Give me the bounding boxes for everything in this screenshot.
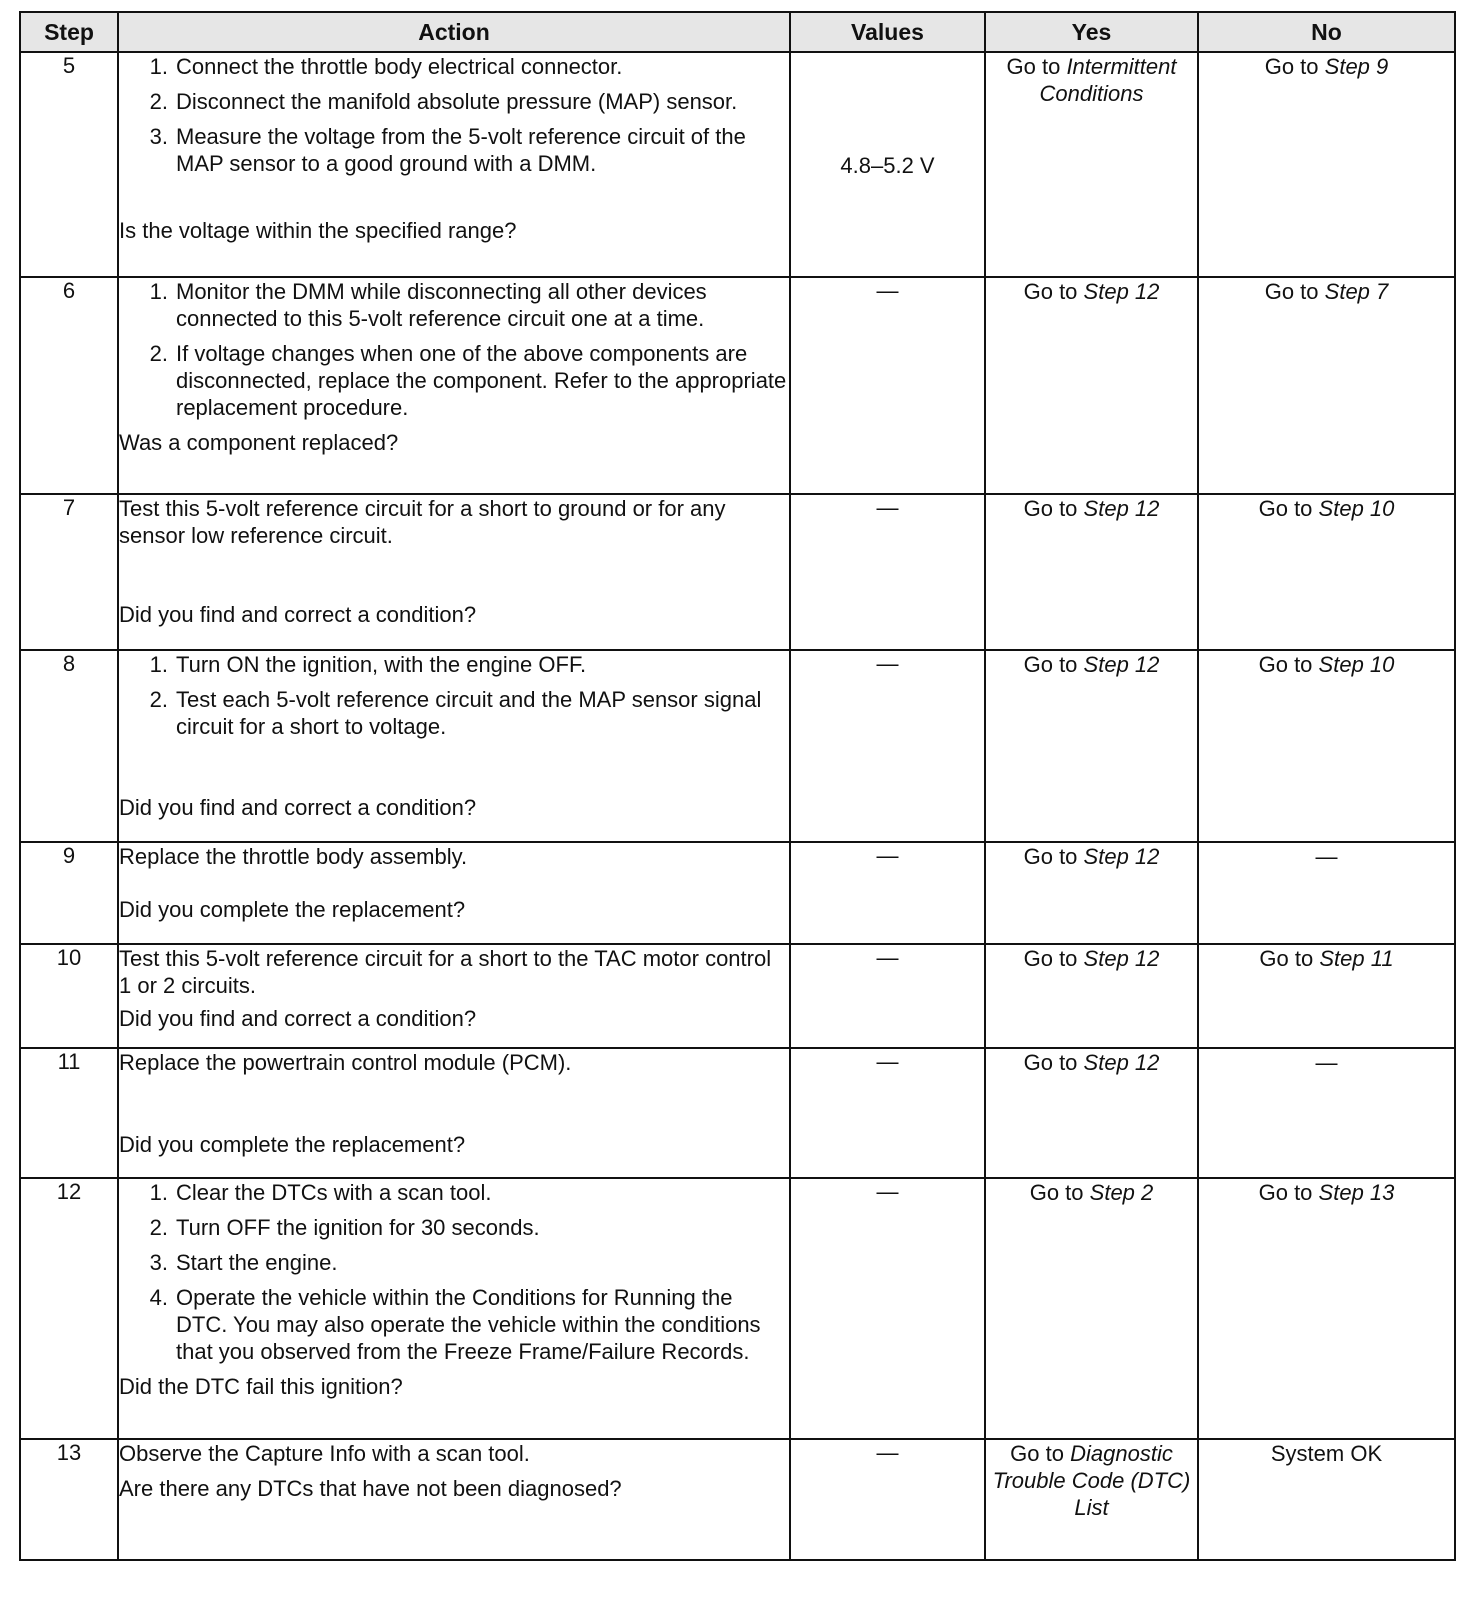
- yes-cell: Go to Step 12: [985, 277, 1198, 494]
- action-cell: [118, 277, 790, 494]
- header-no: No: [1198, 12, 1455, 52]
- list-item: 2. Test each 5-volt reference circuit and the MAP sensor signal circuit for a short to voltage.: [149, 687, 762, 739]
- step-number: 11: [20, 1048, 118, 1178]
- no-cell: Go to Step 13: [1198, 1178, 1455, 1439]
- no-cell: Go to Step 10: [1198, 494, 1455, 650]
- action-cell: [118, 1439, 790, 1560]
- step-number: 8: [20, 650, 118, 842]
- question-text: Did you complete the replacement?: [119, 897, 466, 922]
- table-row: [20, 1178, 1455, 1439]
- value-cell: —: [790, 650, 985, 842]
- question-text: Did the DTC fail this ignition?: [119, 1374, 403, 1399]
- action-text: Replace the throttle body assembly.: [119, 844, 468, 869]
- table-row: [20, 494, 1455, 650]
- step-number: 7: [20, 494, 118, 650]
- question-text: Is the voltage within the specified range?: [119, 218, 517, 243]
- list-item: 1. Turn ON the ignition, with the engine OFF.: [149, 652, 587, 677]
- value-cell: —: [790, 277, 985, 494]
- no-cell: Go to Step 9: [1198, 52, 1455, 277]
- no-cell: Go to Step 10: [1198, 650, 1455, 842]
- value-cell: —: [790, 944, 985, 1048]
- value-cell: 4.8–5.2 V: [790, 52, 985, 277]
- value-cell: —: [790, 842, 985, 944]
- yes-cell: Go to Step 12: [985, 494, 1198, 650]
- step-number: 5: [20, 52, 118, 277]
- action-text: Observe the Capture Info with a scan tool.: [119, 1441, 530, 1466]
- action-text: Replace the powertrain control module (PCM).: [119, 1050, 572, 1075]
- action-list: [119, 651, 789, 740]
- table-row: [20, 842, 1455, 944]
- table-row: [20, 1048, 1455, 1178]
- no-cell: —: [1198, 1048, 1455, 1178]
- question-text: Did you complete the replacement?: [119, 1132, 466, 1157]
- yes-cell: Go to Intermittent Conditions: [985, 52, 1198, 277]
- list-item: 3. Start the engine.: [149, 1250, 338, 1275]
- question-text: Did you find and correct a condition?: [119, 602, 477, 627]
- yes-cell: Go to Step 2: [985, 1178, 1198, 1439]
- value-cell: —: [790, 494, 985, 650]
- question-text: Was a component replaced?: [119, 430, 399, 455]
- action-cell: [118, 842, 790, 944]
- step-number: 9: [20, 842, 118, 944]
- header-yes: Yes: [985, 12, 1198, 52]
- action-list: [119, 1179, 789, 1365]
- list-item: 2. If voltage changes when one of the above components are disconnected, replace the component. Refer to the appropriate replacement procedure.: [149, 341, 787, 420]
- table-row: [20, 52, 1455, 277]
- action-list: [119, 278, 789, 421]
- diagnostic-table: [19, 11, 1456, 1561]
- list-item: 1. Clear the DTCs with a scan tool.: [149, 1180, 492, 1205]
- value-cell: —: [790, 1439, 985, 1560]
- header-values: Values: [790, 12, 985, 52]
- header-action: Action: [118, 12, 790, 52]
- action-cell: [118, 52, 790, 277]
- no-cell: Go to Step 7: [1198, 277, 1455, 494]
- table-row: [20, 1439, 1455, 1560]
- no-cell: Go to Step 11: [1198, 944, 1455, 1048]
- list-item: 2. Turn OFF the ignition for 30 seconds.: [149, 1215, 540, 1240]
- yes-cell: Go to Step 12: [985, 1048, 1198, 1178]
- no-cell: System OK: [1198, 1439, 1455, 1560]
- action-text: Test this 5-volt reference circuit for a short to ground or for any sensor low reference circuit.: [119, 496, 726, 548]
- yes-cell: Go to Step 12: [985, 842, 1198, 944]
- table-row: [20, 277, 1455, 494]
- step-number: 10: [20, 944, 118, 1048]
- value-cell: —: [790, 1048, 985, 1178]
- action-cell: [118, 944, 790, 1048]
- action-cell: [118, 650, 790, 842]
- list-item: 2. Disconnect the manifold absolute pressure (MAP) sensor.: [149, 89, 738, 114]
- action-list: [119, 53, 789, 177]
- header-step: Step: [20, 12, 118, 52]
- action-text: Test this 5-volt reference circuit for a short to the TAC motor control 1 or 2 circuits.: [119, 946, 772, 998]
- yes-cell: Go to Step 12: [985, 944, 1198, 1048]
- yes-cell: Go to Diagnostic Trouble Code (DTC) List: [985, 1439, 1198, 1560]
- header-row: [20, 12, 1455, 52]
- table-row: [20, 944, 1455, 1048]
- step-number: 12: [20, 1178, 118, 1439]
- no-cell: —: [1198, 842, 1455, 944]
- list-item: 4. Operate the vehicle within the Conditions for Running the DTC. You may also operate the vehicle within the conditions that you observed from the Freeze Frame/Failure Records.: [149, 1285, 761, 1364]
- value-cell: —: [790, 1178, 985, 1439]
- step-number: 6: [20, 277, 118, 494]
- question-text: Did you find and correct a condition?: [119, 1006, 477, 1031]
- step-number: 13: [20, 1439, 118, 1560]
- action-cell: [118, 1178, 790, 1439]
- table-row: [20, 650, 1455, 842]
- yes-cell: Go to Step 12: [985, 650, 1198, 842]
- list-item: 1. Monitor the DMM while disconnecting all other devices connected to this 5-volt reference circuit one at a time.: [149, 279, 707, 331]
- action-cell: [118, 494, 790, 650]
- question-text: Are there any DTCs that have not been diagnosed?: [119, 1476, 622, 1501]
- list-item: 1. Connect the throttle body electrical connector.: [149, 54, 623, 79]
- question-text: Did you find and correct a condition?: [119, 795, 477, 820]
- action-cell: [118, 1048, 790, 1178]
- list-item: 3. Measure the voltage from the 5-volt reference circuit of the MAP sensor to a good ground with a DMM.: [149, 124, 746, 176]
